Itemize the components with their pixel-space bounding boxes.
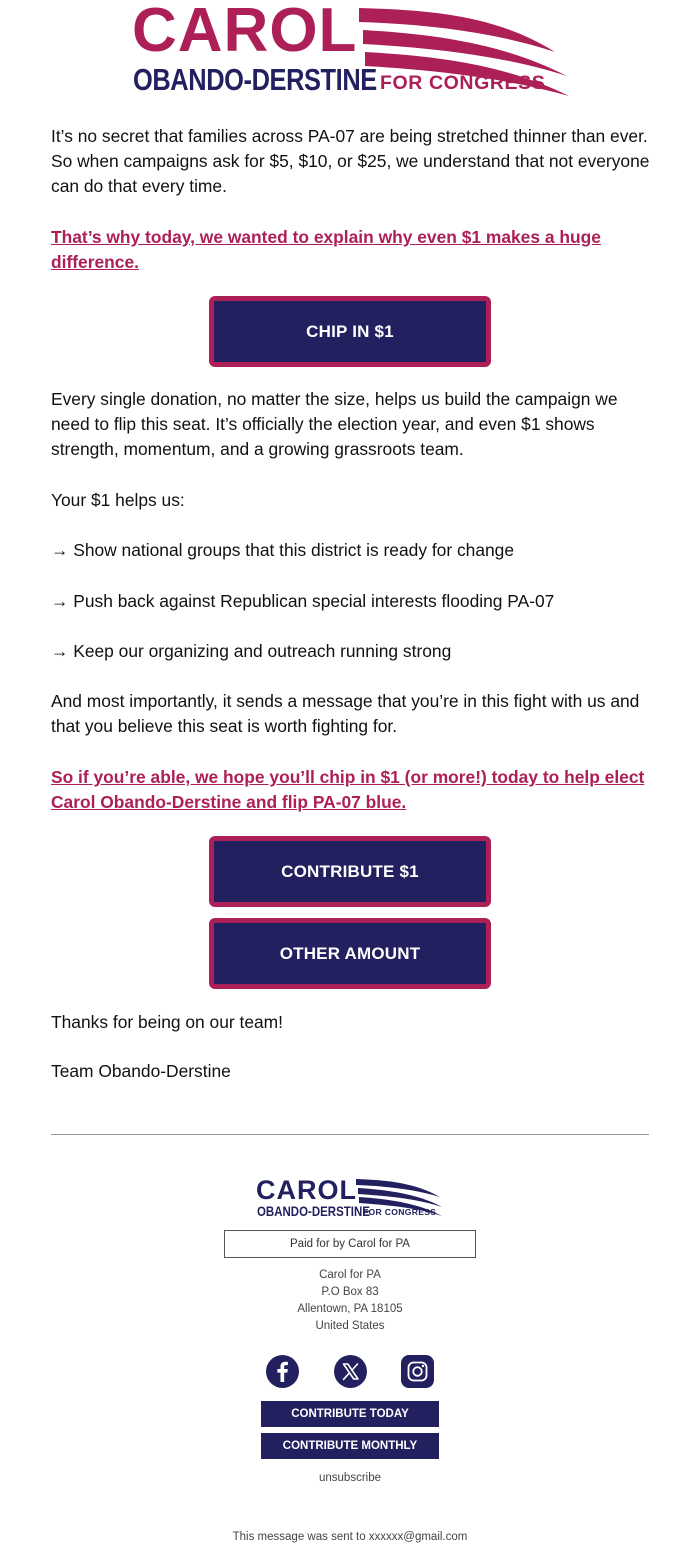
chip-in-button[interactable]: CHIP IN $1: [209, 296, 491, 367]
signature: Team Obando-Derstine: [51, 1061, 231, 1081]
logo-surname: OBANDO-DERSTINE: [133, 62, 377, 97]
footer-logo: [256, 1176, 456, 1220]
explain-link[interactable]: That’s why today, we wanted to explain why even $1 makes a huge difference.: [51, 227, 601, 272]
donation-paragraph: Every single donation, no matter the size, helps us build the campaign we need to flip this seat. It’s officially the election year, and even $1 shows strength, momentum, and a growing grassroots team.: [51, 389, 618, 459]
contribute-1-button[interactable]: CONTRIBUTE $1: [209, 836, 491, 907]
facebook-icon[interactable]: [266, 1355, 299, 1388]
other-amount-button[interactable]: OTHER AMOUNT: [209, 918, 491, 989]
instagram-icon[interactable]: [401, 1355, 434, 1388]
sent-to-notice: This message was sent to xxxxxx@gmail.com: [232, 1531, 468, 1543]
header-logo: [0, 0, 700, 110]
footer-logo-tagline: FOR CONGRESS: [363, 1207, 437, 1217]
address-line: Carol for PA: [319, 1269, 381, 1281]
chip-in-link[interactable]: So if you’re able, we hope you’ll chip in $1 (or more!) today to help elect Carol Obando-Derstine and flip PA-07 blue.: [51, 767, 645, 812]
address-line: Allentown, PA 18105: [297, 1303, 403, 1315]
bullet-item: → Keep our organizing and outreach running strong: [51, 641, 452, 661]
unsubscribe-link[interactable]: unsubscribe: [318, 1472, 381, 1484]
helps-intro: Your $1 helps us:: [51, 490, 185, 510]
bullet-item: → Push back against Republican special interests flooding PA-07: [51, 591, 555, 611]
bullet-item: → Show national groups that this district is ready for change: [51, 540, 515, 560]
logo-first-name: CAROL: [132, 0, 358, 65]
logo-tagline: FOR CONGRESS: [380, 72, 546, 94]
x-icon[interactable]: [334, 1355, 367, 1388]
footer-logo-surname: OBANDO-DERSTINE: [257, 1203, 370, 1219]
contribute-today-button[interactable]: CONTRIBUTE TODAY: [261, 1401, 439, 1427]
address-line: United States: [315, 1320, 385, 1332]
importance-paragraph: And most importantly, it sends a message that you’re in this fight with us and that you believe this seat is worth fighting for.: [51, 691, 640, 736]
divider: [51, 1134, 649, 1135]
thanks-text: Thanks for being on our team!: [51, 1012, 284, 1032]
contribute-monthly-button[interactable]: CONTRIBUTE MONTHLY: [261, 1433, 439, 1459]
paid-for-notice: Paid for by Carol for PA: [224, 1230, 476, 1258]
address-line: P.O Box 83: [321, 1286, 379, 1298]
intro-paragraph: It’s no secret that families across PA-07 are being stretched thinner than ever. So when campaigns ask for $5, $10, or $25, we understand that not everyone can do that every time.: [51, 126, 650, 196]
footer-logo-first-name: CAROL: [256, 1175, 357, 1205]
